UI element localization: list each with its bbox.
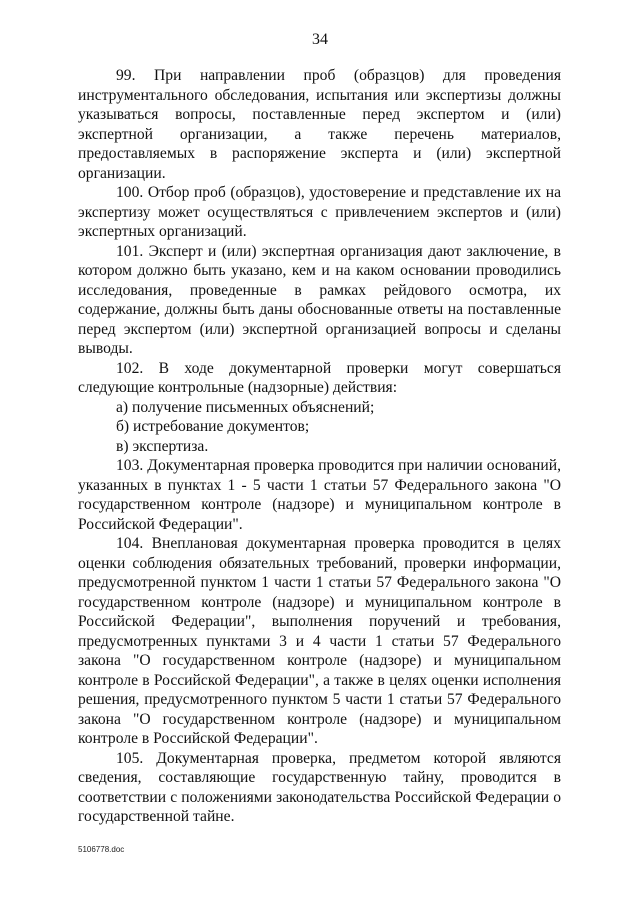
footer-filename: 5106778.doc [78, 845, 125, 854]
list-item-c: в) экспертиза. [116, 437, 209, 455]
paragraph-101: 101. Эксперт и (или) экспертная организация дают заключение, в котором должно быть указано, кем и на каком основании проводились исследования, проведенные в рамках рейдового осмотра, их содержание, должны быть даны обоснованные ответы на поставленные перед экспертом (или) экспертной организацией вопросы и сделаны выводы. [78, 242, 561, 357]
list-item-a: а) получение письменных объяснений; [116, 398, 375, 416]
paragraph-99: 99. При направлении проб (образцов) для проведения инструментального обследования, испытания или экспертизы должны указываться вопросы, поставленные перед экспертом и (или) экспертной организации, а также перечень материалов, предоставляемых в распоряжение эксперта и (или) экспертной организации. [78, 67, 561, 182]
page-number: 34 [312, 31, 328, 48]
paragraph-102: 102. В ходе документарной проверки могут совершаться следующие контрольные (надзорные) действия: [78, 359, 561, 396]
paragraph-100: 100. Отбор проб (образцов), удостоверение и представление их на экспертизу может осуществляться с привлечением экспертов и (или) экспертных организаций. [78, 184, 561, 240]
paragraph-104: 104. Внеплановая документарная проверка проводится в целях оценки соблюдения обязательных требований, проверки информации, предусмотренной пунктом 1 части 1 статьи 57 Федерального закона "О государственном контроле (надзоре) и муниципальном контроле в Российской Федерации", выполнения поручений и требования, предусмотренных пунктами 3 и 4 части 1 статьи 57 Федерального закона "О государственном контроле (надзоре) и муниципальном контроле в Российской Федерации", а также в целях оценки исполнения решения, предусмотренного пунктом 5 части 1 статьи 57 Федерального закона "О государственном контроле (надзоре) и муниципальном контроле в Российской Федерации". [78, 535, 561, 747]
paragraph-103: 103. Документарная проверка проводится при наличии оснований, указанных в пунктах 1 - 5 части 1 статьи 57 Федерального закона "О государственном контроле (надзоре) и муниципальном контроле в Российской Федерации". [78, 457, 561, 533]
document-body [78, 66, 561, 827]
paragraph-105: 105. Документарная проверка, предметом которой являются сведения, составляющие государственную тайну, проводится в соответствии с положениями законодательства Российской Федерации о государственной тайне. [78, 749, 561, 825]
list-item-b: б) истребование документов; [116, 418, 310, 435]
